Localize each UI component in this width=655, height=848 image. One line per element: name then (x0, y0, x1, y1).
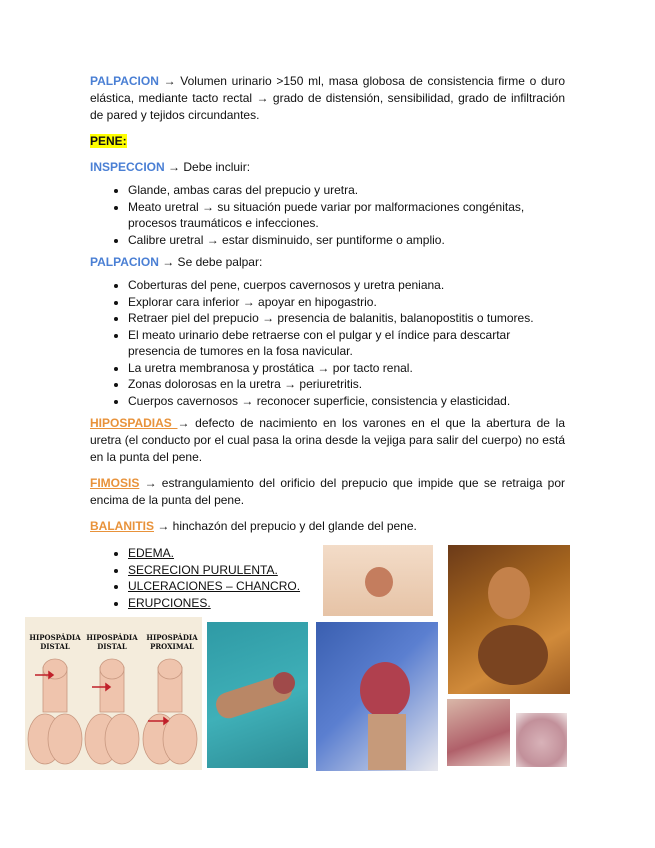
palpacion-text: → Volumen urinario >150 ml, masa globosa de consistencia firme o duro elástica, mediante tacto rectal → grado de distensión, sensibilidad, grado de infiltración de pared y tejidos circundantes. (90, 74, 565, 122)
diagram-label: HIPOSPÁDIA DISTAL (86, 633, 138, 651)
palpacion-label: PALPACION (90, 74, 159, 88)
balanitis-label: BALANITIS (90, 519, 154, 533)
palpacion2-text: → Se debe palpar: (158, 255, 263, 269)
fimosis-text: → estrangulamiento del orificio del prepucio que impide que se retraiga por encima de la punta del pene. (90, 476, 565, 507)
list-item: • Cuerpos cavernosos → reconocer superficie, consistencia y elasticidad. (128, 393, 565, 410)
hypospadias-diagram (25, 617, 202, 770)
list-item: • EDEMA. (128, 545, 328, 562)
list-item: • ULCERACIONES – CHANCRO. (128, 578, 328, 595)
list-item: • Zonas dolorosas en la uretra → periuretritis. (128, 376, 565, 393)
list-item: • El meato urinario debe retraerse con el pulgar y el índice para descartar presencia de tumores en la fosa navicular. (128, 327, 565, 360)
list-item: • La uretra membranosa y prostática → por tacto renal. (128, 360, 565, 377)
list-item: • Meato uretral → su situación puede variar por malformaciones congénitas, procesos traumáticos e infecciones. (128, 199, 565, 232)
clinical-photo-2 (316, 622, 438, 771)
pene-heading: PENE: (90, 134, 127, 148)
clinical-photo-4 (448, 545, 570, 694)
balanitis-list (90, 545, 328, 611)
hipospadias-label: HIPOSPADIAS (90, 416, 178, 430)
fimosis-label: FIMOSIS (90, 476, 140, 490)
pene-heading-line (90, 133, 565, 150)
list-item: • Glande, ambas caras del prepucio y uretra. (128, 182, 565, 199)
list-item: • Coberturas del pene, cuerpos cavernosos y uretra peniana. (128, 277, 565, 294)
inspeccion-paragraph (90, 159, 565, 176)
palpacion2-label: PALPACION (90, 255, 159, 269)
palpacion-paragraph (90, 73, 565, 124)
list-item: • ERUPCIONES. (128, 595, 328, 612)
diagram-illustration (25, 617, 202, 770)
list-item: • SECRECION PURULENTA. (128, 562, 328, 579)
palpacion2-list (90, 277, 565, 409)
balanitis-paragraph (90, 518, 565, 535)
palpacion2-paragraph (90, 254, 565, 271)
list-item: • Calibre uretral → estar disminuido, ser puntiforme o amplio. (128, 232, 565, 249)
clinical-photo-5 (447, 699, 510, 766)
hipospadias-text: → defecto de nacimiento en los varones en el que la abertura de la uretra (el conducto por el cual pasa la orina desde la vejiga para salir del cuerpo) no está en la punta del pene. (90, 416, 565, 464)
clinical-photo-1 (207, 622, 308, 768)
diagram-label: HIPOSPÁDIA DISTAL (29, 633, 81, 651)
balanitis-text: → hinchazón del prepucio y del glande del pene. (154, 519, 417, 533)
inspeccion-text: → Debe incluir: (164, 160, 251, 174)
hipospadias-paragraph (90, 415, 565, 466)
inspeccion-label: INSPECCION (90, 160, 165, 174)
inspeccion-list (90, 182, 565, 248)
clinical-photo-6 (516, 713, 567, 767)
list-item: • Retraer piel del prepucio → presencia de balanitis, balanopostitis o tumores. (128, 310, 565, 327)
clinical-photo-3 (323, 545, 433, 616)
fimosis-paragraph (90, 475, 565, 509)
document-body (90, 73, 565, 535)
diagram-label: HIPOSPÁDIA PROXIMAL (146, 633, 198, 651)
list-item: • Explorar cara inferior → apoyar en hipogastrio. (128, 294, 565, 311)
